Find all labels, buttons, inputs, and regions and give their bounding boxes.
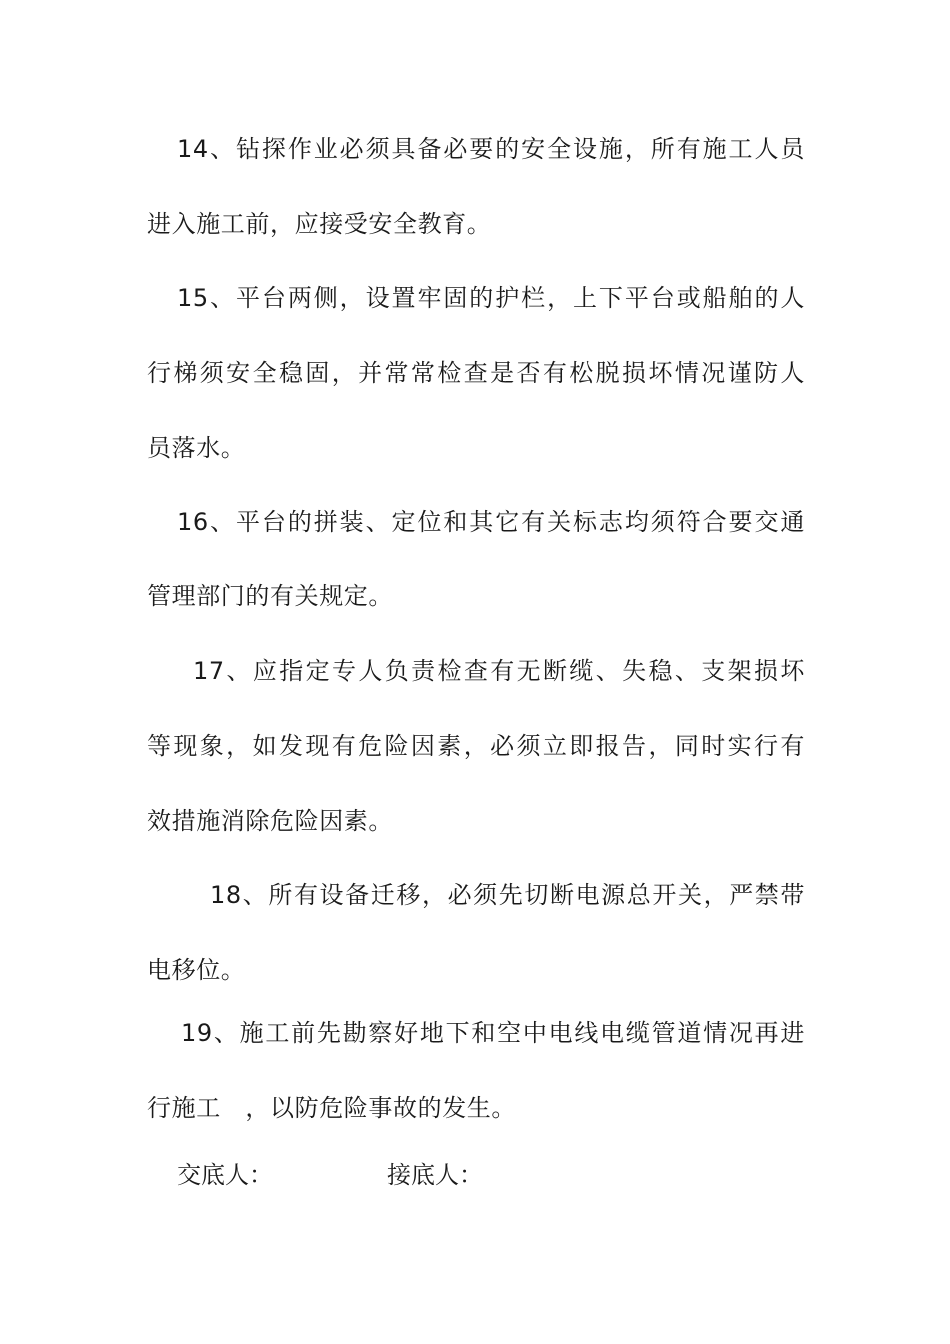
paragraph-15-line-3: 员落水。 [147, 434, 246, 462]
paragraph-17-line-2: 等现象，如发现有危险因素，必须立即报告，同时实行有 [147, 732, 805, 760]
paragraph-16-line-1: 16、平台的拼装、定位和其它有关标志均须符合要交通 [177, 508, 805, 536]
paragraph-17-line-1: 17、应指定专人负责检查有无断缆、失稳、支架损坏 [193, 657, 805, 685]
paragraph-18-line-2: 电移位。 [147, 956, 246, 984]
paragraph-18-line-1: 18、所有设备迁移，必须先切断电源总开关，严禁带 [210, 881, 805, 909]
receiver-person-label: 接底人： [387, 1161, 483, 1189]
paragraph-17-line-3: 效措施消除危险因素。 [147, 807, 393, 835]
paragraph-15-line-2: 行梯须安全稳固，并常常检查是否有松脱损坏情况谨防人 [147, 359, 805, 387]
paragraph-19-line-2: 行施工 ，以防危险事故的发生。 [147, 1094, 516, 1122]
paragraph-16-line-2: 管理部门的有关规定。 [147, 582, 393, 610]
paragraph-14-line-1: 14、钻探作业必须具备必要的安全设施，所有施工人员 [177, 135, 805, 163]
paragraph-19-line-1: 19、施工前先勘察好地下和空中电线电缆管道情况再进 [181, 1019, 805, 1047]
paragraph-15-line-1: 15、平台两侧，设置牢固的护栏，上下平台或船舶的人 [177, 284, 805, 312]
handover-person-label: 交底人： [177, 1161, 273, 1189]
paragraph-14-line-2: 进入施工前，应接受安全教育。 [147, 210, 492, 238]
